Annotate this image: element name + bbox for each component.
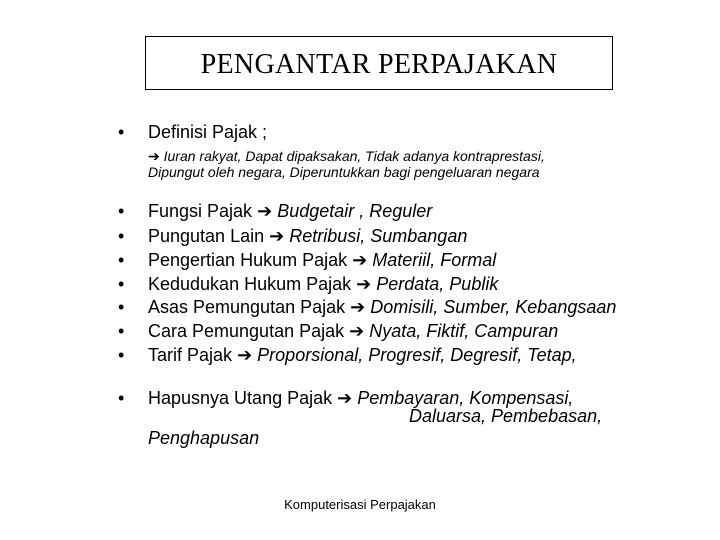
item-label: Asas Pemungutan Pajak <box>148 297 346 317</box>
definition-sub-text1: Iuran rakyat, Dapat dipaksakan, Tidak adanya kontraprestasi, <box>163 148 545 164</box>
arrow-right-icon: ➔ <box>237 345 253 365</box>
arrow-right-icon: ➔ <box>352 250 368 270</box>
bullet-dot: • <box>118 122 125 142</box>
hapusnya-value-line3: Penghapusan <box>148 428 260 448</box>
footer-text: Komputerisasi Perpajakan <box>284 497 436 512</box>
list-item <box>148 225 467 247</box>
arrow-right-icon: ➔ <box>257 201 273 221</box>
item-value: Nyata, Fiktif, Campuran <box>369 321 559 341</box>
bullet-dot: • <box>118 274 125 294</box>
slide-title: PENGANTAR PERPAJAKAN <box>200 49 558 80</box>
item-label: Tarif Pajak <box>148 345 233 365</box>
list-item <box>148 200 432 222</box>
bullet-dot: • <box>118 201 125 221</box>
item-label: Fungsi Pajak <box>148 201 253 221</box>
definition-label: Definisi Pajak ; <box>148 122 268 142</box>
title-box <box>145 36 613 90</box>
hapusnya-value-line1: Pembayaran, Kompensasi, <box>357 388 574 408</box>
list-item <box>148 273 498 295</box>
arrow-right-icon: ➔ <box>269 226 285 246</box>
item-value: Materiil, Formal <box>372 250 497 270</box>
bullet-dot: • <box>118 345 125 365</box>
definition-sub-line2: Dipungut oleh negara, Diperuntukkan bagi pengeluaran negara <box>148 164 540 180</box>
item-label: Pungutan Lain <box>148 226 265 246</box>
arrow-right-icon: ➔ <box>337 388 353 408</box>
arrow-right-icon: ➔ <box>350 297 366 317</box>
arrow-right-icon: ➔ <box>349 321 365 341</box>
item-value: Retribusi, Sumbangan <box>289 226 468 246</box>
bullet-dot: • <box>118 321 125 341</box>
definition-sub <box>148 148 545 180</box>
item-value: Perdata, Publik <box>376 274 499 294</box>
hapusnya-label: Hapusnya Utang Pajak <box>148 388 333 408</box>
bullet-dot: • <box>118 297 125 317</box>
item-label: Kedudukan Hukum Pajak <box>148 274 352 294</box>
item-label: Cara Pemungutan Pajak <box>148 321 345 341</box>
bullet-dot: • <box>118 388 125 408</box>
arrow-right-icon: ➔ <box>356 274 372 294</box>
arrow-right-icon: ➔ <box>148 148 160 164</box>
definition-sub-line1 <box>148 148 545 164</box>
hapusnya-value-line2: Daluarsa, Pembebasan, <box>409 406 603 426</box>
list-item <box>148 249 496 271</box>
list-item <box>148 320 558 342</box>
bullet-dot: • <box>118 250 125 270</box>
list-item <box>148 344 577 366</box>
item-value: Domisili, Sumber, Kebangsaan <box>370 297 617 317</box>
item-value: Budgetair , Reguler <box>277 201 433 221</box>
bullet-dot: • <box>118 226 125 246</box>
item-value: Proporsional, Progresif, Degresif, Tetap, <box>257 345 577 365</box>
list-item <box>148 296 616 318</box>
item-label: Pengertian Hukum Pajak <box>148 250 348 270</box>
